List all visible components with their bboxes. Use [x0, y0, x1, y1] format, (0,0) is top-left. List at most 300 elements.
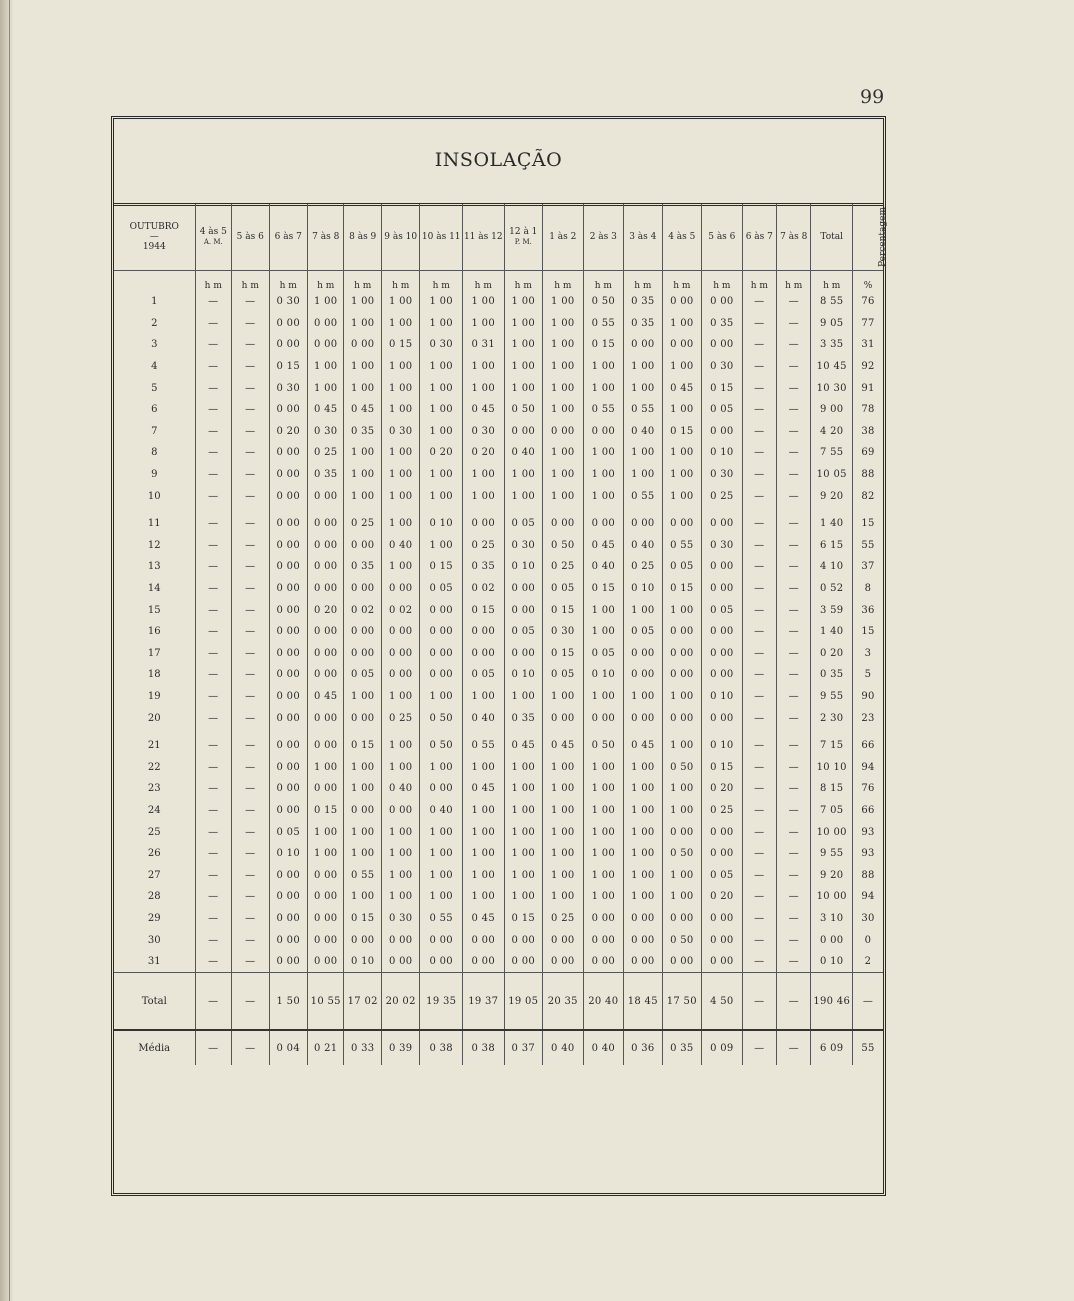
value-cell: 0 02	[381, 599, 420, 621]
total-row	[114, 973, 883, 1031]
value-cell: —	[742, 929, 776, 951]
value-cell: —	[232, 707, 269, 729]
total-cell: 20 35	[543, 973, 584, 1031]
value-cell: 0 15	[463, 599, 505, 621]
value-cell: 0 00	[543, 707, 584, 729]
value-cell: 1 00	[420, 485, 463, 507]
value-cell: —	[777, 843, 811, 865]
value-cell: —	[777, 886, 811, 908]
value-cell: 9 05	[811, 313, 853, 335]
value-cell: 30	[852, 908, 883, 930]
value-cell: 1 00	[463, 485, 505, 507]
value-cell: —	[232, 621, 269, 643]
value-cell: —	[195, 421, 231, 443]
value-cell: 0 10	[504, 664, 543, 686]
value-cell: 1 00	[583, 485, 624, 507]
value-cell: 1 00	[504, 485, 543, 507]
value-cell: 10 05	[811, 464, 853, 486]
value-cell: 0 00	[308, 664, 344, 686]
value-cell: 0 50	[662, 756, 702, 778]
table-row	[114, 843, 883, 865]
insolation-table	[114, 204, 889, 1065]
column-header-label: 7 às 8	[780, 232, 808, 242]
value-cell: 0 00	[504, 599, 543, 621]
column-header-label: 9 às 10	[384, 232, 418, 242]
unit-label: h m	[195, 271, 231, 292]
value-cell: 0 00	[463, 643, 505, 665]
value-cell: —	[232, 313, 269, 335]
value-cell: 0 00	[308, 778, 344, 800]
value-cell: 1 00	[381, 735, 420, 757]
value-cell: 1 00	[381, 513, 420, 535]
value-cell: 0 45	[463, 778, 505, 800]
value-cell: —	[777, 643, 811, 665]
value-cell: 6 15	[811, 535, 853, 557]
value-cell: 0 45	[308, 399, 344, 421]
month-dash: —	[149, 232, 159, 242]
unit-label: h m	[344, 271, 381, 292]
value-cell: 1 00	[583, 686, 624, 708]
value-cell: 0 00	[624, 929, 663, 951]
value-cell: 1 00	[344, 886, 381, 908]
value-cell: 0 00	[662, 621, 702, 643]
value-cell: 1 00	[624, 442, 663, 464]
value-cell: 15	[852, 513, 883, 535]
value-cell: 0 55	[344, 864, 381, 886]
value-cell: —	[195, 599, 231, 621]
value-cell: 0 00	[269, 485, 308, 507]
value-cell: 0 00	[269, 334, 308, 356]
column-header	[269, 204, 308, 271]
column-header-label: 1 às 2	[549, 232, 577, 242]
value-cell: 1 00	[543, 334, 584, 356]
day-cell: 27	[147, 869, 161, 881]
media-cell: 0 37	[504, 1030, 543, 1065]
column-header-label: Total	[820, 232, 844, 242]
value-cell: 0 00	[463, 621, 505, 643]
value-cell: 0 00	[269, 643, 308, 665]
value-cell: 0 00	[308, 556, 344, 578]
value-cell: 0 02	[344, 599, 381, 621]
value-cell: —	[742, 951, 776, 973]
total-cell: 1 50	[269, 973, 308, 1031]
value-cell: —	[777, 556, 811, 578]
value-cell: 0 30	[702, 464, 743, 486]
unit-label: h m	[543, 271, 584, 292]
value-cell: —	[742, 864, 776, 886]
value-cell: 1 00	[504, 864, 543, 886]
value-cell: —	[777, 485, 811, 507]
column-header-label: 3 às 4	[629, 232, 657, 242]
value-cell: 0 00	[308, 643, 344, 665]
value-cell: 3	[852, 643, 883, 665]
column-header	[232, 204, 269, 271]
value-cell: 1 00	[504, 821, 543, 843]
media-cell: —	[195, 1030, 231, 1065]
value-cell: 8 15	[811, 778, 853, 800]
value-cell: —	[195, 643, 231, 665]
total-cell: 20 02	[381, 973, 420, 1031]
value-cell: 0 00	[702, 664, 743, 686]
day-cell: 26	[147, 848, 161, 860]
value-cell: —	[742, 513, 776, 535]
value-cell: 4 10	[811, 556, 853, 578]
value-cell: —	[777, 735, 811, 757]
day-cell: 15	[147, 604, 161, 616]
value-cell: —	[195, 929, 231, 951]
value-cell: 0 00	[269, 535, 308, 557]
value-cell: 1 00	[381, 291, 420, 313]
value-cell: 0 00	[381, 951, 420, 973]
value-cell: —	[742, 886, 776, 908]
total-cell: —	[777, 973, 811, 1031]
day-cell: 25	[147, 826, 161, 838]
page-number: 99	[860, 86, 885, 108]
value-cell: 0 40	[583, 556, 624, 578]
value-cell: —	[195, 735, 231, 757]
value-cell: 0 40	[624, 535, 663, 557]
value-cell: 0 55	[583, 399, 624, 421]
value-cell: 1 00	[583, 464, 624, 486]
column-header-label: 4 às 5	[199, 227, 227, 237]
value-cell: 0 20	[811, 643, 853, 665]
value-cell: 1 00	[420, 821, 463, 843]
value-cell: 88	[852, 864, 883, 886]
unit-label: h m	[624, 271, 663, 292]
table-body	[114, 291, 883, 973]
value-cell: 8 55	[811, 291, 853, 313]
value-cell: 1 00	[463, 800, 505, 822]
value-cell: 0 00	[381, 578, 420, 600]
column-header	[195, 204, 231, 271]
value-cell: 0 10	[583, 664, 624, 686]
total-cell: 19 37	[463, 973, 505, 1031]
value-cell: —	[777, 756, 811, 778]
column-header-label: 5 às 6	[708, 232, 736, 242]
value-cell: 0 00	[463, 951, 505, 973]
value-cell: —	[742, 485, 776, 507]
value-cell: 1 00	[463, 756, 505, 778]
unit-label: h m	[702, 271, 743, 292]
value-cell: 1 00	[662, 485, 702, 507]
value-cell: 1 00	[543, 864, 584, 886]
media-cell: 0 33	[344, 1030, 381, 1065]
value-cell: 0 00	[381, 929, 420, 951]
value-cell: 0 55	[463, 735, 505, 757]
value-cell: 0 00	[308, 334, 344, 356]
column-header-label: 8 às 9	[349, 232, 377, 242]
value-cell: 1 00	[504, 843, 543, 865]
value-cell: 0 00	[583, 707, 624, 729]
value-cell: —	[232, 513, 269, 535]
value-cell: 1 00	[381, 442, 420, 464]
day-cell: 17	[147, 647, 161, 659]
day-cell: 7	[151, 425, 158, 437]
value-cell: 0 45	[463, 399, 505, 421]
value-cell: 1 00	[463, 886, 505, 908]
value-cell: 69	[852, 442, 883, 464]
value-cell: 0 25	[543, 556, 584, 578]
value-cell: 15	[852, 621, 883, 643]
value-cell: 0 00	[624, 664, 663, 686]
value-cell: 0 45	[543, 735, 584, 757]
value-cell: —	[195, 908, 231, 930]
value-cell: 0 52	[811, 578, 853, 600]
value-cell: 90	[852, 686, 883, 708]
value-cell: —	[195, 442, 231, 464]
value-cell: 0 50	[420, 707, 463, 729]
value-cell: 0 55	[420, 908, 463, 930]
value-cell: 1 00	[543, 800, 584, 822]
value-cell: 0 15	[504, 908, 543, 930]
value-cell: 10 10	[811, 756, 853, 778]
value-cell: 7 55	[811, 442, 853, 464]
table-row	[114, 821, 883, 843]
value-cell: 76	[852, 291, 883, 313]
value-cell: 23	[852, 707, 883, 729]
value-cell: 9 55	[811, 843, 853, 865]
value-cell: 7 15	[811, 735, 853, 757]
value-cell: 0 00	[269, 800, 308, 822]
day-cell: 23	[147, 783, 161, 795]
value-cell: 0 15	[543, 599, 584, 621]
value-cell: 0 15	[269, 356, 308, 378]
value-cell: 8	[852, 578, 883, 600]
column-header-label: 10 às 11	[421, 232, 461, 242]
units-blank	[114, 271, 195, 292]
value-cell: 0 30	[543, 621, 584, 643]
total-cell: —	[742, 973, 776, 1031]
value-cell: 0 15	[381, 334, 420, 356]
value-cell: 0 00	[420, 664, 463, 686]
value-cell: 0 00	[269, 686, 308, 708]
value-cell: 92	[852, 356, 883, 378]
value-cell: 1 00	[662, 735, 702, 757]
value-cell: 1 00	[543, 313, 584, 335]
value-cell: 9 00	[811, 399, 853, 421]
value-cell: 10 00	[811, 886, 853, 908]
value-cell: —	[195, 464, 231, 486]
table-row	[114, 908, 883, 930]
value-cell: 0 05	[504, 621, 543, 643]
value-cell: 0 40	[381, 778, 420, 800]
value-cell: 0 00	[269, 442, 308, 464]
value-cell: 1 00	[420, 313, 463, 335]
value-cell: 1 00	[381, 464, 420, 486]
value-cell: 1 00	[583, 864, 624, 886]
value-cell: 1 00	[344, 686, 381, 708]
media-cell: —	[232, 1030, 269, 1065]
value-cell: 3 10	[811, 908, 853, 930]
value-cell: 3 59	[811, 599, 853, 621]
value-cell: 0 00	[344, 578, 381, 600]
value-cell: 1 00	[662, 442, 702, 464]
value-cell: 0 35	[344, 421, 381, 443]
value-cell: 0 30	[504, 535, 543, 557]
value-cell: 0 15	[583, 334, 624, 356]
value-cell: 0 05	[702, 399, 743, 421]
unit-label: h m	[308, 271, 344, 292]
value-cell: 88	[852, 464, 883, 486]
value-cell: 0 00	[269, 908, 308, 930]
value-cell: 1 00	[308, 291, 344, 313]
value-cell: 36	[852, 599, 883, 621]
column-header-label: Percentagem	[878, 206, 889, 268]
value-cell: 1 00	[463, 686, 505, 708]
value-cell: 0 00	[583, 908, 624, 930]
value-cell: 1 00	[381, 864, 420, 886]
value-cell: 1 00	[344, 464, 381, 486]
value-cell: —	[742, 908, 776, 930]
value-cell: 1 00	[624, 464, 663, 486]
value-cell: 1 00	[381, 756, 420, 778]
media-cell: 0 38	[463, 1030, 505, 1065]
value-cell: —	[232, 686, 269, 708]
value-cell: —	[232, 756, 269, 778]
value-cell: —	[742, 707, 776, 729]
table-row	[114, 686, 883, 708]
value-cell: 0 00	[269, 664, 308, 686]
value-cell: 0 00	[662, 707, 702, 729]
value-cell: 5	[852, 664, 883, 686]
media-cell: 0 38	[420, 1030, 463, 1065]
column-header-label: 6 às 7	[274, 232, 302, 242]
value-cell: 1 00	[624, 377, 663, 399]
value-cell: 1 00	[504, 686, 543, 708]
value-cell: 1 00	[420, 686, 463, 708]
value-cell: 0 00	[504, 951, 543, 973]
value-cell: —	[742, 735, 776, 757]
column-header	[742, 204, 776, 271]
value-cell: 1 00	[624, 686, 663, 708]
value-cell: 1 00	[583, 778, 624, 800]
value-cell: 1 00	[662, 599, 702, 621]
value-cell: —	[777, 686, 811, 708]
value-cell: 0 00	[269, 735, 308, 757]
table-row	[114, 951, 883, 973]
value-cell: 0 00	[702, 334, 743, 356]
value-cell: 1 00	[344, 821, 381, 843]
value-cell: 0 00	[543, 929, 584, 951]
column-header	[662, 204, 702, 271]
value-cell: —	[777, 513, 811, 535]
day-cell: 29	[147, 912, 161, 924]
value-cell: 1 00	[381, 556, 420, 578]
value-cell: 0 30	[269, 291, 308, 313]
value-cell: 0 55	[624, 399, 663, 421]
value-cell: —	[742, 421, 776, 443]
value-cell: 0 00	[269, 556, 308, 578]
media-cell: 0 40	[583, 1030, 624, 1065]
total-cell: 17 50	[662, 973, 702, 1031]
unit-label: h m	[662, 271, 702, 292]
unit-label: h m	[232, 271, 269, 292]
value-cell: —	[777, 442, 811, 464]
value-cell: 0 25	[344, 513, 381, 535]
value-cell: 0 05	[420, 578, 463, 600]
value-cell: 0 45	[344, 399, 381, 421]
value-cell: 1 00	[662, 686, 702, 708]
value-cell: —	[742, 800, 776, 822]
value-cell: 0 00	[308, 886, 344, 908]
column-header	[463, 204, 505, 271]
value-cell: 1 00	[624, 864, 663, 886]
value-cell: 3 35	[811, 334, 853, 356]
value-cell: 0 30	[269, 377, 308, 399]
value-cell: 1 00	[463, 291, 505, 313]
value-cell: 0 00	[702, 908, 743, 930]
column-header	[811, 204, 853, 271]
value-cell: 0 55	[662, 535, 702, 557]
total-cell: 19 05	[504, 973, 543, 1031]
total-cell: —	[232, 973, 269, 1031]
value-cell: —	[232, 929, 269, 951]
value-cell: —	[777, 951, 811, 973]
value-cell: —	[232, 664, 269, 686]
column-header	[777, 204, 811, 271]
value-cell: 0 15	[662, 421, 702, 443]
value-cell: —	[777, 821, 811, 843]
table-row	[114, 535, 883, 557]
value-cell: 1 00	[543, 686, 584, 708]
value-cell: 1 00	[624, 599, 663, 621]
value-cell: 10 45	[811, 356, 853, 378]
value-cell: 0 00	[269, 864, 308, 886]
value-cell: 1 00	[504, 886, 543, 908]
value-cell: 0 05	[702, 599, 743, 621]
value-cell: 0 00	[269, 578, 308, 600]
units-row	[114, 271, 883, 292]
day-cell: 13	[147, 561, 161, 573]
value-cell: —	[777, 535, 811, 557]
unit-label: h m	[583, 271, 624, 292]
value-cell: 37	[852, 556, 883, 578]
value-cell: 1 00	[543, 356, 584, 378]
value-cell: 0 00	[308, 578, 344, 600]
value-cell: 1 00	[420, 886, 463, 908]
value-cell: 1 00	[463, 843, 505, 865]
value-cell: —	[742, 399, 776, 421]
value-cell: —	[232, 821, 269, 843]
value-cell: —	[232, 778, 269, 800]
column-header	[308, 204, 344, 271]
value-cell: —	[232, 908, 269, 930]
value-cell: 0 00	[308, 908, 344, 930]
value-cell: 0 00	[269, 886, 308, 908]
value-cell: 0 40	[381, 535, 420, 557]
value-cell: 0 00	[269, 951, 308, 973]
value-cell: 0 50	[662, 929, 702, 951]
value-cell: 1 00	[344, 377, 381, 399]
value-cell: —	[195, 485, 231, 507]
table-row	[114, 313, 883, 335]
value-cell: 0 15	[583, 578, 624, 600]
value-cell: 0 55	[583, 313, 624, 335]
value-cell: —	[742, 686, 776, 708]
value-cell: 0 40	[624, 421, 663, 443]
value-cell: —	[232, 578, 269, 600]
day-cell: 1	[151, 296, 158, 308]
table-row	[114, 578, 883, 600]
table-row	[114, 664, 883, 686]
unit-label: h m	[777, 271, 811, 292]
column-header-label: 5 às 6	[236, 232, 264, 242]
value-cell: —	[777, 464, 811, 486]
column-header	[624, 204, 663, 271]
value-cell: 1 00	[583, 621, 624, 643]
value-cell: 55	[852, 535, 883, 557]
value-cell: 94	[852, 886, 883, 908]
